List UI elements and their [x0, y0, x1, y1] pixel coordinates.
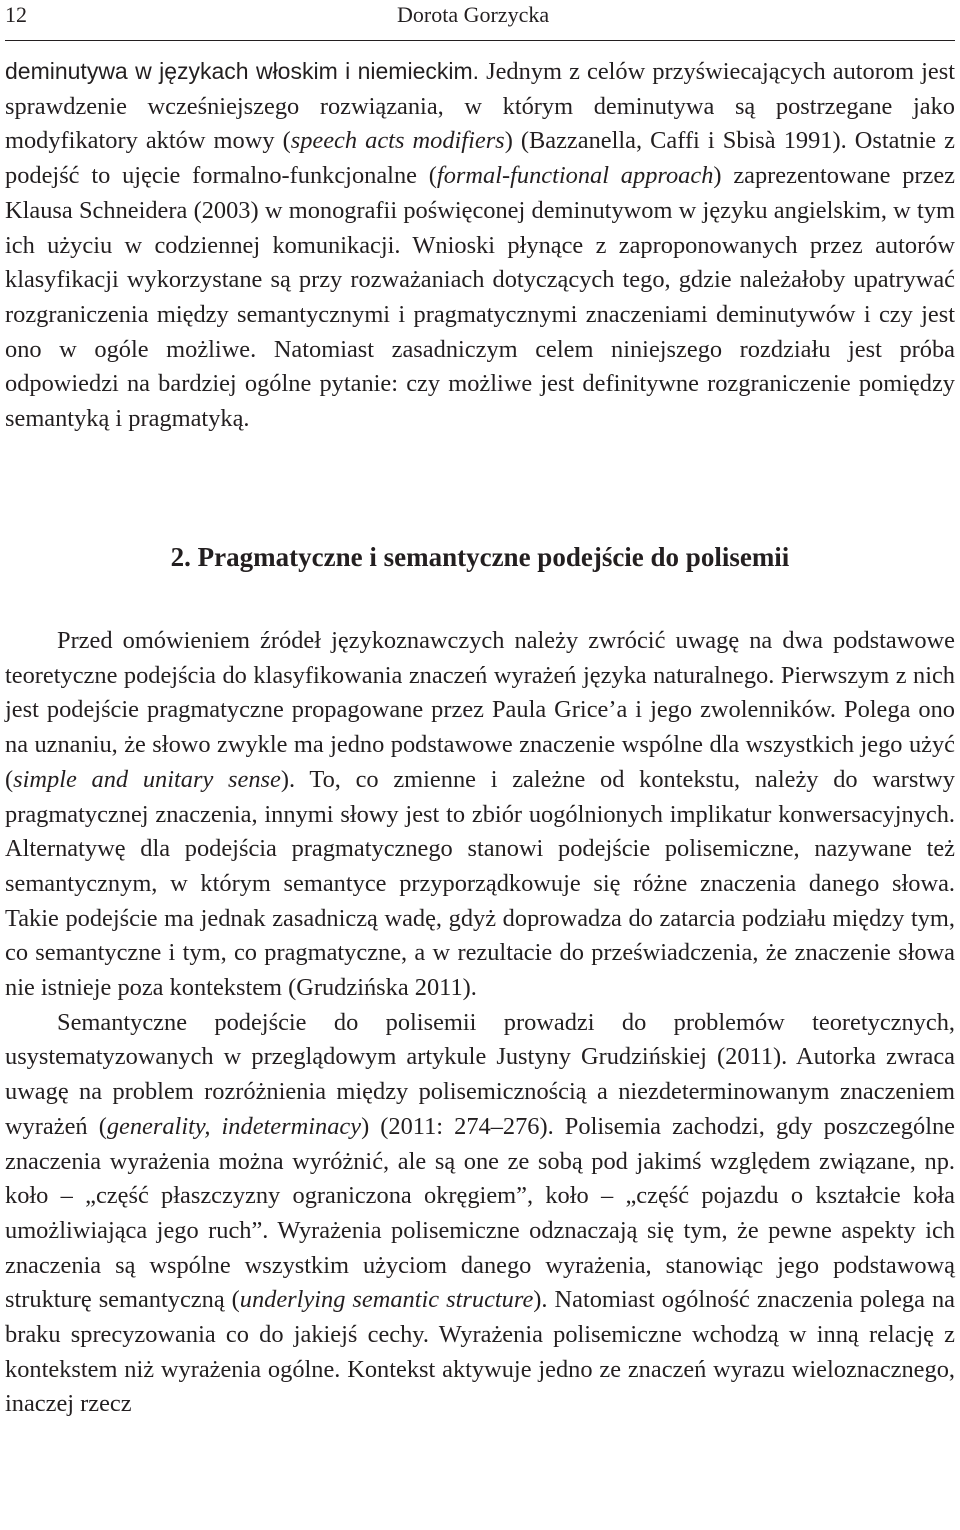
running-header-author: Dorota Gorzycka — [397, 2, 550, 27]
text-run: ). To, co zmienne i zależne od kontekstu, należy do warstwy pragmatycznej znaczenia, innymi słowy jest to zbiór uogólnionych implikatur konwersacyjnych. Alternatywę dla podejścia pragmatycznego stanowi podejście polisemiczne, nazywane też semantycznym, w którym semantyce przyporządkowuje się różne znaczenia danego słowa. Takie podejście ma jednak zasadniczą wadę, gdyż doprowadza do zatarcia podziału między tym, co semantyczne i tym, co pragmatyczne, a w rezultacie do przeświadczenia, że znaczenie słowa nie istnieje poza kontekstem (Grudzińska 2011). — [5, 765, 955, 1002]
page-number: 12 — [5, 2, 27, 27]
italic-term: underlying semantic structure — [239, 1286, 534, 1314]
text-run: Ostatnie z podejść to ujęcie formalno-funkcjonalne ( — [5, 127, 955, 190]
text-run: Przed omówieniem źródeł językoznawczych należy zwrócić uwagę na dwa podstawowe teoretyczne podejścia do klasyfikowania znaczeń wyrażeń języka naturalnego. Pierwszym z nich jest podejście pragmatyczne propagowane przez Paula Grice’a i jego zwolenników. Polega ono na uznaniu, że słowo zwykle ma jedno podstawowe znaczenie wspólne dla wszystkich jego użyć ( — [5, 627, 955, 793]
text-run: ) zaprezentowane przez Klausa Schneidera (2003) w monografii poświęconej deminutywom w języku angielskim, w tym ich użyciu w codziennej komunikacji. — [5, 162, 956, 259]
italic-term: simple and unitary sense — [13, 765, 281, 793]
section-heading: 2. Pragmatyczne i semantyczne podejście do polisemii — [170, 542, 790, 572]
document-page — [5, 0, 956, 1418]
text-run: ) (Bazzanella, Caffi i Sbisà 1991). — [504, 127, 847, 155]
paragraph — [5, 1006, 955, 1422]
text-run: Wnioski płynące z zaproponowanych przez autorów klasyfikacji wykorzystane są przy rozważaniach dotyczących tego, gdzie należałoby upatrywać rozgraniczenia między semantycznymi i pragmatycznymi znaczeniami deminutywów i czy jest ono w ogóle możliwe. Natomiast zasadniczym celem niniejszego rozdziału jest próba odpowiedzi na bardziej ogólne pytanie: czy możliwe jest definitywne rozgraniczenie pomiędzy semantyką i pragmatyką. — [5, 231, 955, 433]
text-run: Jednym z celów przyświecających autorom jest sprawdzenie wcześniejszego rozwiązania, w którym deminutywa są postrzegane jako modyfikatory aktów mowy ( — [5, 58, 955, 155]
text-run: Semantyczne podejście do polisemii prowadzi do problemów teoretycznych, usystematyzowanych w przeglądowym artykule Justyny Grudzińskiej (2011). Autorka zwraca uwagę na problem rozróżnienia między polisemicznością a niezdeterminowanym znaczeniem wyrażeń ( — [5, 1008, 955, 1140]
section-2-body — [5, 624, 955, 1422]
paragraph — [5, 54, 955, 437]
running-header — [5, 0, 955, 41]
italic-term: formal-functional approach — [436, 162, 714, 190]
paragraph — [5, 624, 955, 1006]
text-run: ). Natomiast ogólność znaczenia polega na braku sprecyzowania co do jakiejś cechy. Wyrażenia polisemiczne wchodzą w inną relację z kontekstem niż wyrażenia ogólne. Kontekst aktywuje jedno ze znaczeń wyrazu wieloznacznego, inaczej rzecz — [5, 1286, 955, 1418]
text-run: ) (2011: 274–276). Polisemia zachodzi, gdy poszczególne znaczenia wyrażenia można wyróżnić, ale są one ze sobą pod jakimś względem związane, np. koło – „część płaszczyzny ograniczona okręgiem”, koło – „część pojazdu o kształcie koła umożliwiająca jego ruch”. Wyrażenia polisemiczne odznaczają się tym, że pewne aspekty ich znaczenia są wspólne wszystkim użyciom danego wyrażenia, stanowiąc jego podstawową strukturę semantyczną ( — [5, 1112, 955, 1314]
italic-term: speech acts modifiers — [290, 127, 505, 155]
section-1-body — [5, 54, 955, 437]
text-run: deminutywa w językach włoskim i niemieckim. — [5, 58, 480, 84]
italic-term: generality, indeterminacy — [106, 1112, 362, 1140]
